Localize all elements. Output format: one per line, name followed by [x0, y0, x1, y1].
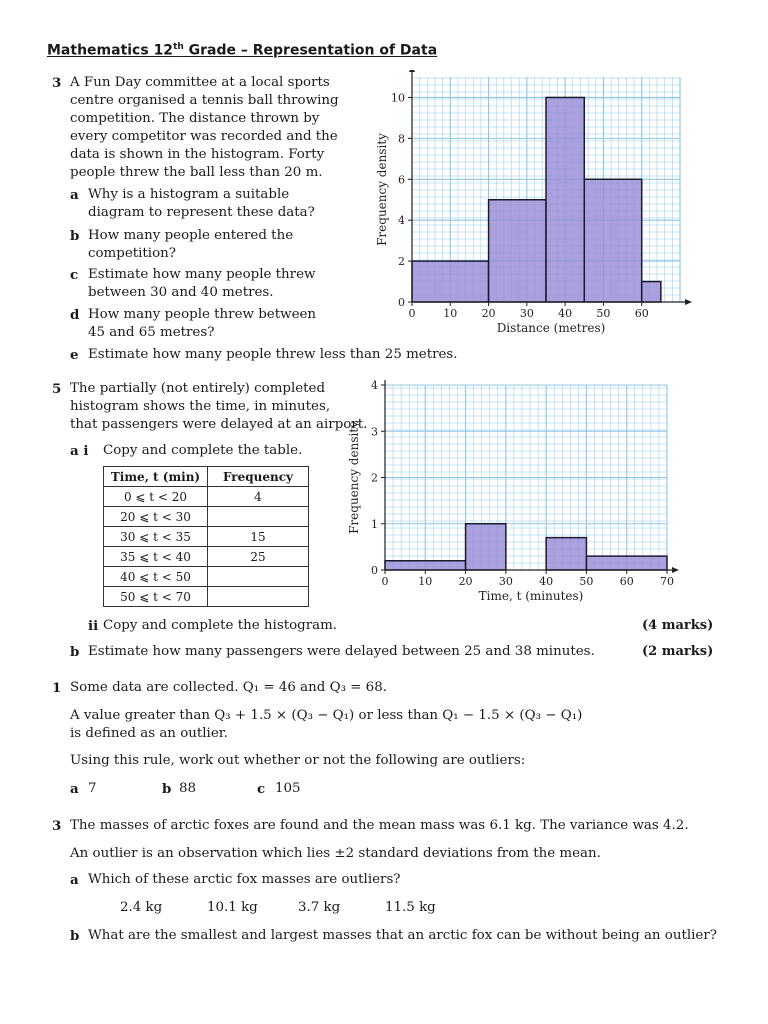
q3b-b-label: b: [70, 928, 80, 944]
x-axis-label: Distance (metres): [496, 321, 606, 335]
table-cell: [208, 587, 309, 607]
q3-part-c-text: Estimate how many people threw: [88, 267, 316, 282]
table-row: [104, 547, 309, 567]
y-tick-label: 1: [371, 517, 378, 531]
table-cell: 0 ⩽ t < 20: [104, 487, 208, 507]
x-axis-arrow: [672, 567, 679, 573]
q1-number: 1: [52, 680, 62, 696]
q3-part-d-text: 45 and 65 metres?: [88, 325, 215, 340]
q3-part-b-text: competition?: [88, 246, 176, 261]
histogram-bar: [584, 179, 641, 302]
q5-number: 5: [52, 381, 62, 397]
q3b-line: An outlier is an observation which lies ±2 standard deviations from the mean.: [70, 846, 601, 861]
x-tick-label: 70: [660, 575, 674, 588]
q3b-line: The masses of arctic foxes are found and the mean mass was 6.1 kg. The variance was 4.2.: [70, 818, 689, 833]
x-tick-label: 50: [579, 575, 594, 588]
x-tick-label: 0: [408, 307, 416, 320]
q1-option-label: a: [70, 781, 79, 797]
q1-option-value: 7: [88, 781, 97, 796]
fox-mass: 10.1 kg: [207, 900, 258, 915]
x-tick-label: 10: [443, 307, 458, 320]
q3-part-c-text: between 30 and 40 metres.: [88, 285, 274, 300]
q3-part-a-text: diagram to represent these data?: [88, 205, 315, 220]
q1-option-label: b: [162, 781, 172, 797]
q5-aii-marks: (4 marks): [642, 618, 714, 633]
table-cell: 50 ⩽ t < 70: [104, 587, 208, 607]
histogram-bar: [412, 261, 489, 302]
table-header: Time, t (min): [104, 467, 208, 487]
delay-histogram: [345, 380, 690, 605]
q5-b-label: b: [70, 644, 80, 660]
q3-part-d-label: d: [70, 307, 80, 323]
page-title: Mathematics 12th Grade – Representation of Data: [47, 42, 438, 59]
q3-part-b-label: b: [70, 228, 80, 244]
x-tick-label: 30: [498, 575, 513, 588]
frequency-table: [103, 466, 309, 607]
x-tick-label: 50: [596, 307, 611, 320]
q3b-number: 3: [52, 818, 62, 834]
q1-option-value: 105: [275, 781, 301, 796]
y-tick-label: 4: [398, 214, 405, 228]
q1-option-label: c: [257, 781, 266, 797]
x-tick-label: 0: [381, 575, 389, 588]
table-header: Frequency: [208, 467, 309, 487]
y-tick-label: 2: [398, 255, 405, 269]
q3-line: every competitor was recorded and the: [70, 129, 338, 144]
histogram-bar: [466, 524, 506, 570]
x-axis-arrow: [685, 299, 692, 305]
table-cell: 30 ⩽ t < 35: [104, 527, 208, 547]
q1-line: Using this rule, work out whether or not the following are outliers:: [70, 753, 526, 768]
distance-histogram: [360, 70, 700, 342]
y-tick-label: 0: [398, 296, 405, 309]
fox-mass: 2.4 kg: [120, 900, 163, 915]
table-cell: 35 ⩽ t < 40: [104, 547, 208, 567]
y-tick-label: 2: [371, 471, 378, 485]
histogram-bar: [586, 556, 667, 570]
x-tick-label: 40: [558, 307, 573, 320]
q1-line: Some data are collected. Q₁ = 46 and Q₃ = 68.: [70, 680, 387, 695]
x-tick-label: 20: [458, 575, 473, 588]
q1-line: is defined as an outlier.: [70, 726, 228, 741]
table-cell: 15: [208, 527, 309, 547]
fox-mass: 3.7 kg: [298, 900, 341, 915]
q3-part-b-text: How many people entered the: [88, 228, 294, 243]
q5-aii-label: ii: [88, 618, 99, 634]
table-row: [104, 487, 309, 507]
q3-line: people threw the ball less than 20 m.: [70, 165, 323, 180]
q3-part-c-label: c: [70, 267, 79, 283]
q3-line: competition. The distance thrown by: [70, 111, 320, 126]
fox-mass: 11.5 kg: [385, 900, 436, 915]
q5-b-text: Estimate how many passengers were delayed between 25 and 38 minutes.: [88, 644, 595, 659]
q3-part-a-label: a: [70, 187, 79, 203]
y-axis-label: Frequency density: [347, 421, 361, 534]
y-tick-label: 8: [398, 132, 405, 146]
y-tick-label: 10: [391, 91, 405, 105]
q3-part-a-text: Why is a histogram a suitable: [88, 187, 290, 202]
table-cell: 4: [208, 487, 309, 507]
table-header-row: [104, 467, 309, 487]
q5-b-marks: (2 marks): [642, 644, 714, 659]
q3-number: 3: [52, 75, 62, 91]
x-tick-label: 60: [634, 307, 649, 320]
q3-line: data is shown in the histogram. Forty: [70, 147, 325, 162]
q3b-b-text: What are the smallest and largest masses that an arctic fox can be without being an outlier?: [88, 928, 717, 943]
q5-aii-text: Copy and complete the histogram.: [103, 618, 338, 633]
table-cell: 40 ⩽ t < 50: [104, 567, 208, 587]
y-tick-label: 3: [371, 425, 378, 439]
q5-line: The partially (not entirely) completed: [70, 381, 326, 396]
histogram-bar: [546, 538, 586, 570]
table-cell: 20 ⩽ t < 30: [104, 507, 208, 527]
q3-part-e-label: e: [70, 347, 79, 363]
x-tick-label: 60: [619, 575, 634, 588]
q1-line: A value greater than Q₃ + 1.5 × (Q₃ − Q₁) or less than Q₁ − 1.5 × (Q₃ − Q₁): [70, 708, 583, 723]
x-tick-label: 20: [481, 307, 496, 320]
x-axis-label: Time, t (minutes): [478, 589, 584, 603]
table-row: [104, 527, 309, 547]
y-tick-label: 6: [398, 173, 405, 187]
q5-ai-label: a i: [70, 443, 89, 459]
q3-part-d-text: How many people threw between: [88, 307, 317, 322]
q1-option-value: 88: [179, 781, 197, 796]
table-row: [104, 507, 309, 527]
y-tick-label: 0: [371, 564, 378, 577]
histogram-bar: [546, 97, 584, 302]
q5-line: histogram shows the time, in minutes,: [70, 399, 331, 414]
table-row: [104, 567, 309, 587]
y-tick-label: 4: [371, 380, 378, 392]
table-cell: 25: [208, 547, 309, 567]
q5-line: that passengers were delayed at an airport.: [70, 417, 368, 432]
table-row: [104, 587, 309, 607]
histogram-bar: [642, 282, 661, 302]
q5-ai-text: Copy and complete the table.: [103, 443, 303, 458]
x-tick-label: 10: [418, 575, 433, 588]
q3b-a-label: a: [70, 872, 79, 888]
x-tick-label: 40: [539, 575, 554, 588]
x-tick-label: 30: [519, 307, 534, 320]
q3b-a-text: Which of these arctic fox masses are outliers?: [88, 872, 401, 887]
y-axis-label: Frequency density: [375, 133, 389, 246]
histogram-bar: [489, 200, 546, 302]
histogram-bar: [385, 561, 466, 570]
q3-part-e-text: Estimate how many people threw less than 25 metres.: [88, 347, 458, 362]
table-cell: [208, 507, 309, 527]
table-cell: [208, 567, 309, 587]
y-axis-arrow: [409, 70, 415, 72]
q3-line: A Fun Day committee at a local sports: [70, 75, 330, 90]
q3-line: centre organised a tennis ball throwing: [70, 93, 339, 108]
